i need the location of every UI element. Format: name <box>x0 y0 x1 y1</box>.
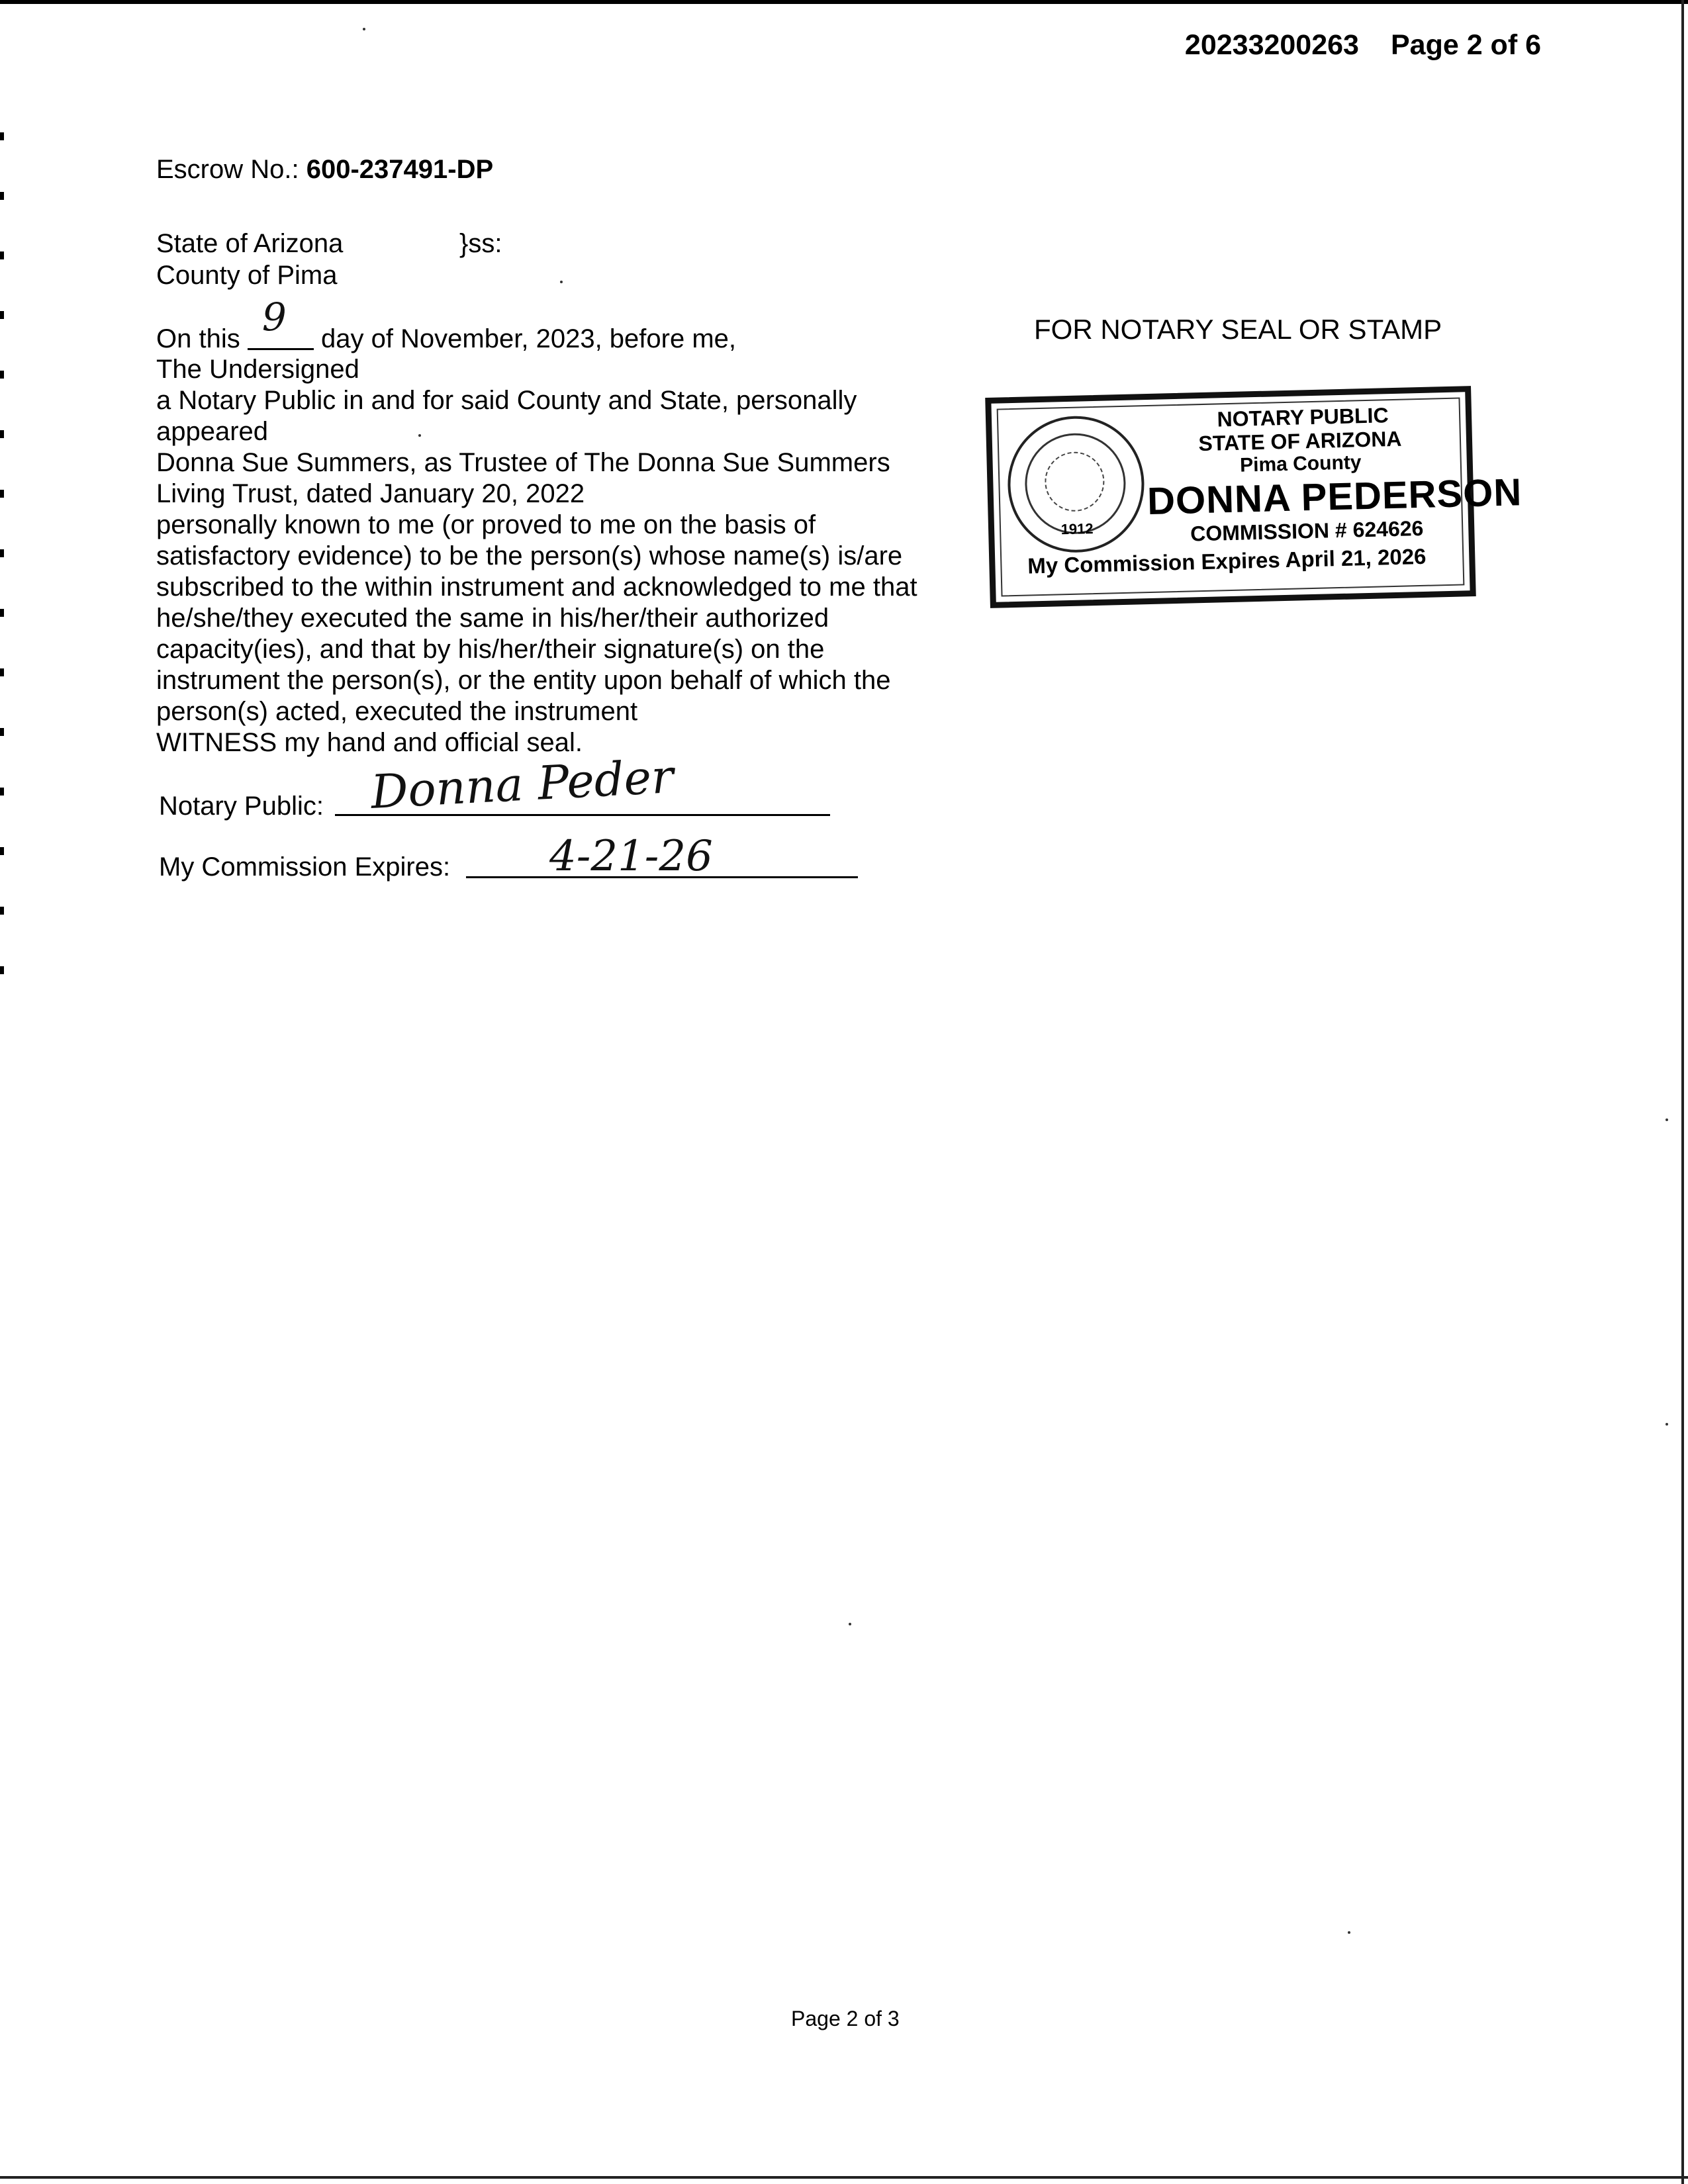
escrow-line <box>156 156 493 183</box>
body-line-8: subscribed to the within instrument and acknowledged to me that <box>156 572 917 602</box>
seal-caption: FOR NOTARY SEAL OR STAMP <box>1034 314 1442 345</box>
top-border <box>0 0 1688 4</box>
body-line-3: appeared <box>156 417 269 446</box>
acknowledgment-opening <box>156 295 736 353</box>
header-page-label: Page 2 of 6 <box>1390 29 1541 61</box>
body-line-4: Donna Sue Summers, as Trustee of The Donna Sue Summers <box>156 448 890 477</box>
escrow-number: 600-237491-DP <box>306 155 494 184</box>
scan-edge-marks <box>0 132 4 993</box>
stamp-state: STATE OF ARIZONA <box>1198 426 1402 456</box>
body-line-7: satisfactory evidence) to be the person(s) whose name(s) is/are <box>156 541 903 570</box>
notary-signature: Donna Peder <box>369 749 675 819</box>
on-this-text: On this <box>156 324 240 353</box>
scan-speck <box>1348 1931 1350 1934</box>
document-number: 20233200263 <box>1184 29 1359 61</box>
venue-county: County of Pima <box>156 261 338 290</box>
body-line-11: instrument the person(s), or the entity upon behalf of which the <box>156 666 891 695</box>
stamp-county: Pima County <box>1239 451 1362 477</box>
stamp-title: NOTARY PUBLIC <box>1217 403 1389 432</box>
seal-year: 1912 <box>1060 520 1094 538</box>
day-blank <box>248 295 314 350</box>
body-line-9: he/she/they executed the same in his/her/their authorized <box>156 604 829 633</box>
stamp-expiration: My Commission Expires April 21, 2026 <box>1027 543 1427 578</box>
commission-expires-handwritten: 4-21-26 <box>549 832 713 881</box>
scan-speck <box>560 281 563 283</box>
body-line-2: a Notary Public in and for said County and State, personally <box>156 386 857 415</box>
bottom-border <box>0 2176 1688 2179</box>
scan-speck <box>1665 1423 1668 1426</box>
day-handwritten: 9 <box>261 295 287 340</box>
venue-state: State of Arizona <box>156 229 344 258</box>
escrow-label: Escrow No.: <box>156 155 299 184</box>
recording-header <box>1185 29 1541 62</box>
body-line-12: person(s) acted, executed the instrument <box>156 697 638 726</box>
scan-speck <box>849 1623 851 1625</box>
notary-stamp <box>985 386 1523 608</box>
stamp-commission-number: COMMISSION # 624626 <box>1190 516 1424 546</box>
body-line-6: personally known to me (or proved to me on the basis of <box>156 510 816 539</box>
body-line-5: Living Trust, dated January 20, 2022 <box>156 479 585 508</box>
scan-speck <box>1665 1118 1668 1121</box>
witness-line: WITNESS my hand and official seal. <box>156 728 583 757</box>
body-line-1: The Undersigned <box>156 355 359 384</box>
day-rest-text: day of November, 2023, before me, <box>320 324 736 353</box>
commission-expires-label: My Commission Expires: <box>159 852 451 882</box>
body-line-10: capacity(ies), and that by his/her/their signature(s) on the <box>156 635 825 664</box>
stamp-notary-name: DONNA PEDERSON <box>1147 471 1523 523</box>
venue-ss: }ss: <box>459 229 502 258</box>
scan-speck <box>363 28 365 30</box>
notary-public-label: Notary Public: <box>159 792 324 821</box>
footer-page-label: Page 2 of 3 <box>791 2007 900 2030</box>
right-border <box>1681 0 1684 2184</box>
scan-speck <box>418 434 421 437</box>
